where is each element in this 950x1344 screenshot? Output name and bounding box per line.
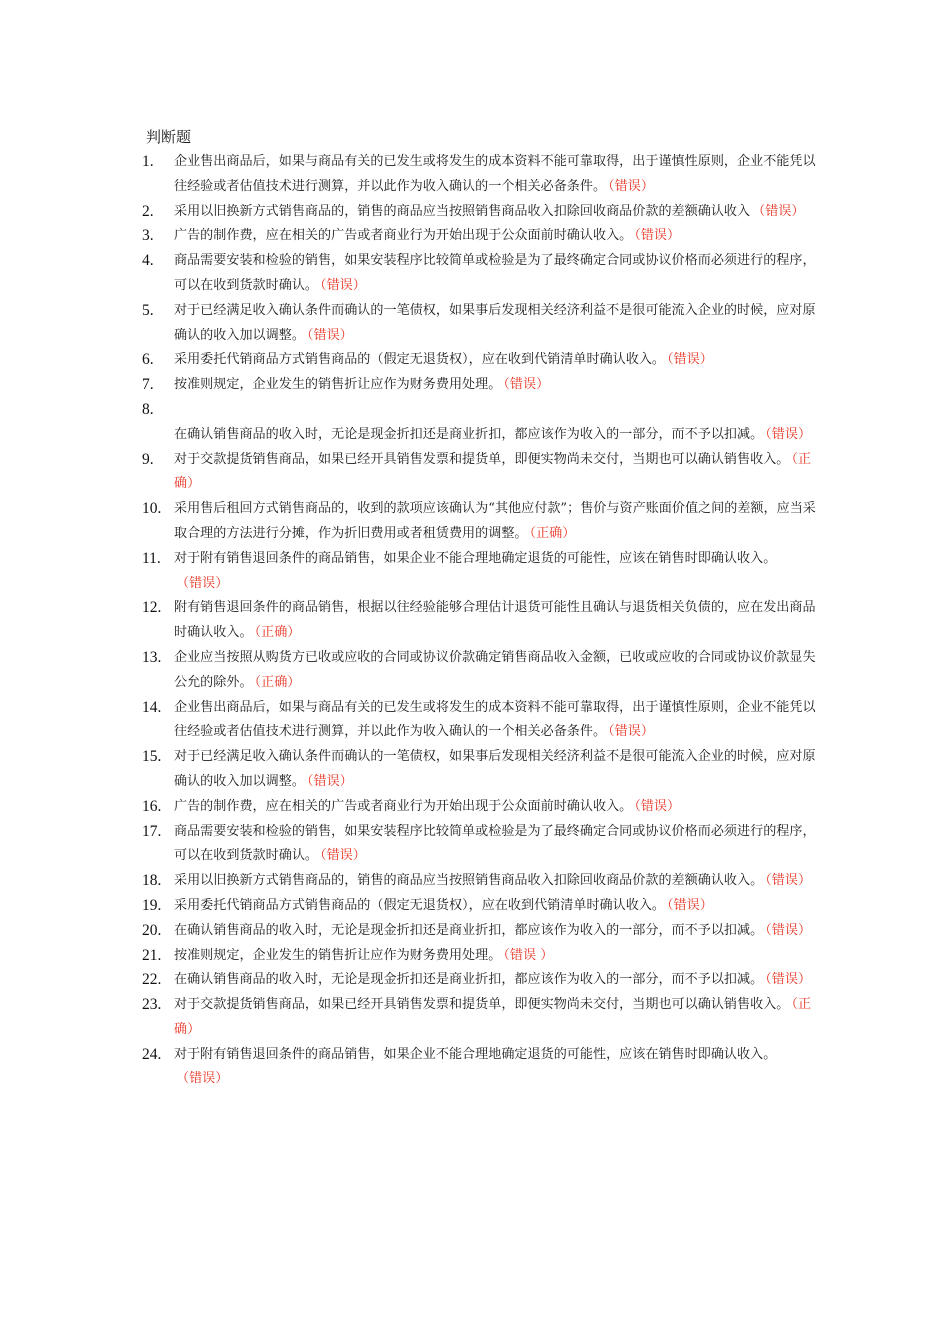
question-item xyxy=(142,696,822,746)
question-body xyxy=(174,894,822,919)
question-text: 对于附有销售退回条件的商品销售，如果企业不能合理地确定退货的可能性，应该在销售时即确认收入。 xyxy=(174,1046,777,1062)
question-body xyxy=(174,249,822,299)
question-item xyxy=(142,398,822,448)
answer-label: （错误） xyxy=(306,327,353,343)
question-body xyxy=(174,919,822,944)
question-text: 按准则规定，企业发生的销售折让应作为财务费用处理。 xyxy=(174,377,502,393)
answer-label: （错误） xyxy=(634,798,681,814)
question-text: 对于交款提货销售商品，如果已经开具销售发票和提货单，即便实物尚未交付，当期也可以确认销售收入。 xyxy=(174,997,790,1013)
question-body xyxy=(174,596,822,646)
question-text: 企业售出商品后，如果与商品有关的已发生或将发生的成本资料不能可靠取得，出于谨慎性原则，企业不能凭以往经验或者估值技术进行测算，并以此作为收入确认的一个相关必备条件。 xyxy=(174,699,816,740)
question-text: 采用委托代销商品方式销售商品的（假定无退货权），应在收到代销清单时确认收入。 xyxy=(174,352,666,368)
question-body xyxy=(174,448,822,498)
question-text: 采用委托代销商品方式销售商品的（假定无退货权），应在收到代销清单时确认收入。 xyxy=(174,897,666,913)
question-body xyxy=(174,224,822,249)
question-body xyxy=(174,646,822,696)
question-item xyxy=(142,497,822,547)
question-body xyxy=(174,968,822,993)
question-text: 企业售出商品后，如果与商品有关的已发生或将发生的成本资料不能可靠取得，出于谨慎性原则，企业不能凭以往经验或者估值技术进行测算，并以此作为收入确认的一个相关必备条件。 xyxy=(174,154,816,194)
question-body xyxy=(174,944,822,969)
question-body xyxy=(174,820,822,870)
question-item xyxy=(142,299,822,349)
section-heading: 判断题 xyxy=(146,128,192,146)
question-item xyxy=(142,1043,822,1093)
question-number: 10. xyxy=(142,500,162,518)
question-number: 18. xyxy=(142,872,162,890)
answer-label: （错误） xyxy=(503,377,550,393)
question-body xyxy=(174,696,822,746)
question-number: 4. xyxy=(142,252,154,270)
question-item xyxy=(142,547,822,597)
question-text: 对于附有销售退回条件的商品销售，如果企业不能合理地确定退货的可能性，应该在销售时即确认收入。 xyxy=(174,550,777,566)
question-body xyxy=(174,993,822,1043)
question-number: 16. xyxy=(142,797,162,815)
question-text: 对于交款提货销售商品，如果已经开具销售发票和提货单，即便实物尚未交付，当期也可以确认销售收入。 xyxy=(174,451,790,467)
question-item xyxy=(142,745,822,795)
question-text: 按准则规定，企业发生的销售折让应作为财务费用处理。 xyxy=(174,947,502,963)
question-body xyxy=(174,299,822,349)
question-number: 5. xyxy=(142,301,154,319)
answer-label: （错误） xyxy=(752,203,805,219)
question-item xyxy=(142,944,822,969)
answer-label: （错误） xyxy=(765,426,812,442)
answer-label: （正确） xyxy=(174,997,812,1037)
question-body xyxy=(174,1043,822,1093)
answer-label: （错误） xyxy=(608,724,654,740)
question-text: 对于已经满足收入确认条件而确认的一笔债权，如果事后发现相关经济利益不是很可能流入企业的时候，应对原确认的收入加以调整。 xyxy=(174,302,816,343)
answer-label: （错误） xyxy=(667,352,713,368)
question-body xyxy=(174,200,822,225)
answer-label: （正确） xyxy=(254,625,301,641)
question-number: 3. xyxy=(142,227,154,245)
answer-label: （错误） xyxy=(320,848,366,864)
answer-label: （错误 ） xyxy=(503,947,554,963)
question-item xyxy=(142,869,822,894)
question-body xyxy=(174,348,822,373)
answer-label: （正确） xyxy=(174,451,812,492)
question-number: 6. xyxy=(142,351,154,369)
question-text: 采用以旧换新方式销售商品的，销售的商品应当按照销售商品收入扣除回收商品价款的差额确认收入。 xyxy=(174,873,764,889)
question-number: 12. xyxy=(142,599,162,617)
question-text: 对于已经满足收入确认条件而确认的一笔债权，如果事后发现相关经济利益不是很可能流入企业的时候，应对原确认的收入加以调整。 xyxy=(174,749,816,789)
question-number: 22. xyxy=(142,971,162,989)
question-body xyxy=(174,150,822,200)
question-body xyxy=(174,745,822,795)
answer-label: （错误） xyxy=(176,1071,229,1087)
question-number: 17. xyxy=(142,822,162,840)
question-text: 采用以旧换新方式销售商品的，销售的商品应当按照销售商品收入扣除回收商品价款的差额确认收入 xyxy=(174,203,751,219)
question-text: 广告的制作费，应在相关的广告或者商业行为开始出现于公众面前时确认收入。 xyxy=(174,228,633,244)
question-body xyxy=(174,869,822,894)
question-number: 21. xyxy=(142,946,162,964)
question-item xyxy=(142,448,822,498)
question-number: 7. xyxy=(142,376,154,394)
question-text: 企业应当按照从购货方已收或应收的合同或协议价款确定销售商品收入金额，已收或应收的合同或协议价款显失公允的除外。 xyxy=(174,649,816,690)
question-item xyxy=(142,795,822,820)
question-body xyxy=(174,373,822,398)
question-item xyxy=(142,249,822,299)
question-text: 在确认销售商品的收入时，无论是现金折扣还是商业折扣，都应该作为收入的一部分，而不予以扣减。 xyxy=(174,426,764,442)
question-item xyxy=(142,894,822,919)
answer-label: （错误） xyxy=(765,922,812,938)
question-text: 采用售后租回方式销售商品的，收到的款项应该确认为“其他应付款”；售价与资产账面价值之间的差额，应当采取合理的方法进行分摊，作为折旧费用或者租赁费用的调整。 xyxy=(174,501,816,541)
question-item xyxy=(142,993,822,1043)
question-item xyxy=(142,596,822,646)
answer-label: （正确） xyxy=(254,674,301,690)
question-number: 19. xyxy=(142,896,162,914)
question-number: 24. xyxy=(142,1045,162,1063)
question-item xyxy=(142,820,822,870)
answer-label: （错误） xyxy=(608,178,654,194)
question-text: 在确认销售商品的收入时，无论是现金折扣还是商业折扣，都应该作为收入的一部分，而不予以扣减。 xyxy=(174,972,764,988)
question-body xyxy=(174,398,822,448)
question-number: 1. xyxy=(142,153,154,170)
question-item xyxy=(142,224,822,249)
question-text: 附有销售退回条件的商品销售，根据以往经验能够合理估计退货可能性且确认与退货相关负债的，应在发出商品时确认收入。 xyxy=(174,600,816,641)
question-number: 20. xyxy=(142,921,162,939)
answer-label: （正确） xyxy=(529,525,576,541)
question-number: 8. xyxy=(142,400,154,418)
question-item xyxy=(142,150,822,200)
question-item xyxy=(142,968,822,993)
question-item xyxy=(142,348,822,373)
question-list xyxy=(142,150,822,1092)
answer-label: （错误） xyxy=(634,228,681,244)
question-item xyxy=(142,919,822,944)
answer-label: （错误） xyxy=(765,972,812,988)
answer-label: （错误） xyxy=(176,575,229,591)
question-number: 11. xyxy=(142,549,161,567)
question-item xyxy=(142,200,822,225)
question-number: 9. xyxy=(142,450,154,468)
question-number: 14. xyxy=(142,698,162,716)
answer-label: （错误） xyxy=(765,873,812,889)
answer-label: （错误） xyxy=(320,277,366,293)
question-body xyxy=(174,795,822,820)
question-number: 15. xyxy=(142,748,162,766)
question-text: 广告的制作费，应在相关的广告或者商业行为开始出现于公众面前时确认收入。 xyxy=(174,798,633,814)
question-text: 在确认销售商品的收入时，无论是现金折扣还是商业折扣，都应该作为收入的一部分，而不予以扣减。 xyxy=(174,922,764,938)
question-item xyxy=(142,373,822,398)
question-body xyxy=(174,497,822,547)
question-number: 23. xyxy=(142,996,162,1014)
answer-label: （错误） xyxy=(306,773,353,789)
question-number: 2. xyxy=(142,202,154,220)
question-number: 13. xyxy=(142,648,162,666)
question-item xyxy=(142,646,822,696)
question-text: 商品需要安装和检验的销售，如果安装程序比较简单或检验是为了最终确定合同或协议价格而必须进行的程序，可以在收到货款时确认。 xyxy=(174,253,816,293)
question-body xyxy=(174,547,822,597)
answer-label: （错误） xyxy=(667,897,713,913)
question-text: 商品需要安装和检验的销售，如果安装程序比较简单或检验是为了最终确定合同或协议价格而必须进行的程序，可以在收到货款时确认。 xyxy=(174,823,816,864)
